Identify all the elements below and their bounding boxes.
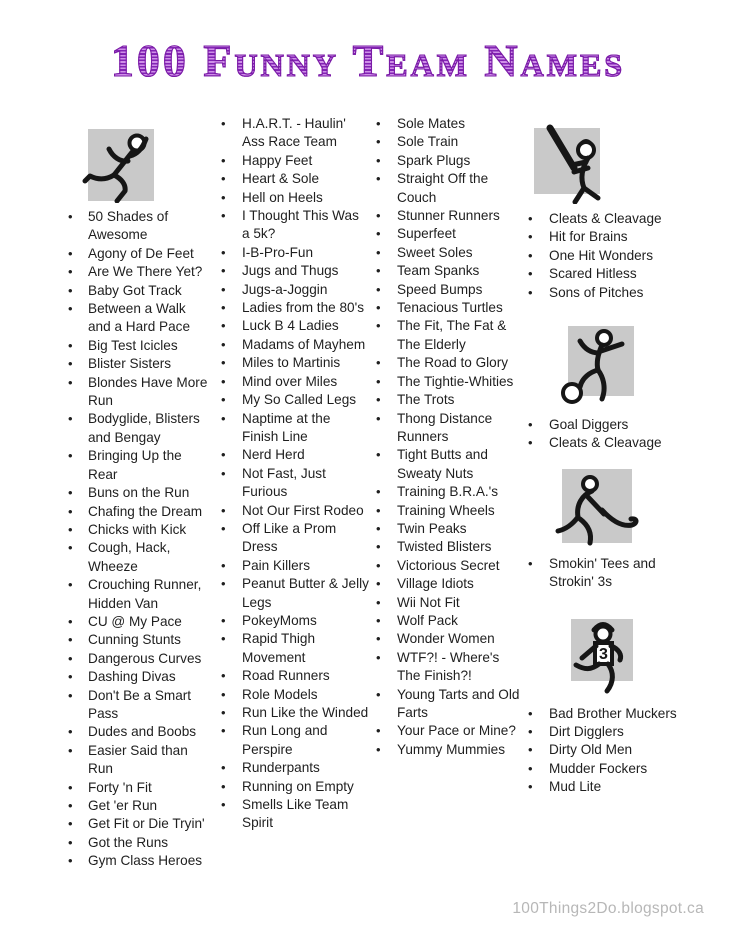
team-name-item: • Between a Walk and a Hard Pace: [59, 300, 211, 337]
team-name-item: • Village Idiots: [368, 575, 522, 593]
team-name-item: • Victorious Secret: [368, 557, 522, 575]
field-hockey-player-icon: [554, 469, 678, 549]
team-name-item: • Runderpants: [213, 759, 369, 777]
team-name-item: • Peanut Butter & Jelly Legs: [213, 575, 369, 612]
team-name-item: • Blister Sisters: [59, 355, 211, 373]
team-name-item: • WTF?! - Where's The Finish?!: [368, 649, 522, 686]
team-name-item: • Miles to Martinis: [213, 354, 369, 372]
team-name-item: • Mind over Miles: [213, 373, 369, 391]
team-name-item: • Jugs and Thugs: [213, 262, 369, 280]
team-name-item: • Jugs-a-Joggin: [213, 281, 369, 299]
team-name-item: • Don't Be a Smart Pass: [59, 687, 211, 724]
soccer-player-icon: [554, 326, 678, 410]
team-name-item: • Goal Diggers: [520, 416, 678, 434]
team-name-item: • Crouching Runner, Hidden Van: [59, 576, 211, 613]
team-name-item: • The Road to Glory: [368, 354, 522, 372]
team-name-item: • Wonder Women: [368, 630, 522, 648]
page-title: 100 Funny Team Names: [0, 34, 736, 87]
team-name-item: • The Tightie-Whities: [368, 373, 522, 391]
team-name-item: • Young Tarts and Old Farts: [368, 686, 522, 723]
team-name-item: • Hell on Heels: [213, 189, 369, 207]
team-name-item: • Hit for Brains: [520, 228, 678, 246]
team-name-item: • Dashing Divas: [59, 668, 211, 686]
team-name-item: • Rapid Thigh Movement: [213, 630, 369, 667]
team-name-item: • Get 'er Run: [59, 797, 211, 815]
race-bib-number: 3: [599, 645, 608, 663]
team-name-item: • Scared Hitless: [520, 265, 678, 283]
team-name-item: • CU @ My Pace: [59, 613, 211, 631]
team-name-item: • Luck B 4 Ladies: [213, 317, 369, 335]
team-name-item: • Cunning Stunts: [59, 631, 211, 649]
team-name-item: • Tight Butts and Sweaty Nuts: [368, 446, 522, 483]
team-name-item: • Smells Like Team Spirit: [213, 796, 369, 833]
team-name-item: • Twisted Blisters: [368, 538, 522, 556]
team-name-item: • Run Like the Winded: [213, 704, 369, 722]
team-name-item: • The Fit, The Fat & The Elderly: [368, 317, 522, 354]
team-name-item: • Chafing the Dream: [59, 503, 211, 521]
team-name-item: • Not Fast, Just Furious: [213, 465, 369, 502]
team-name-item: • Are We There Yet?: [59, 263, 211, 281]
team-name-list-field-hockey: [520, 555, 678, 592]
team-name-item: • Sole Train: [368, 133, 522, 151]
team-name-item: • Bad Brother Muckers: [520, 705, 678, 723]
team-name-item: • Wolf Pack: [368, 612, 522, 630]
team-name-item: • Wii Not Fit: [368, 594, 522, 612]
team-name-item: • Dangerous Curves: [59, 650, 211, 668]
team-name-item: • Your Pace or Mine?: [368, 722, 522, 740]
team-name-item: • Role Models: [213, 686, 369, 704]
team-name-item: • Speed Bumps: [368, 281, 522, 299]
team-name-item: • Mud Lite: [520, 778, 678, 796]
team-name-list-running-3: [368, 115, 522, 759]
team-name-item: • Forty 'n Fit: [59, 779, 211, 797]
team-name-item: • Training B.R.A.'s: [368, 483, 522, 501]
team-name-item: • Training Wheels: [368, 502, 522, 520]
team-name-item: • Nerd Herd: [213, 446, 369, 464]
team-name-item: • Happy Feet: [213, 152, 369, 170]
watermark-url: 100Things2Do.blogspot.ca: [512, 900, 704, 917]
team-name-item: • Got the Runs: [59, 834, 211, 852]
team-name-item: • Buns on the Run: [59, 484, 211, 502]
team-name-item: • Madams of Mayhem: [213, 336, 369, 354]
team-name-item: • PokeyMoms: [213, 612, 369, 630]
team-name-item: • Pain Killers: [213, 557, 369, 575]
team-name-item: • Stunner Runners: [368, 207, 522, 225]
team-name-item: • H.A.R.T. - Haulin' Ass Race Team: [213, 115, 369, 152]
team-name-item: • Naptime at the Finish Line: [213, 410, 369, 447]
team-name-item: • Dirt Digglers: [520, 723, 678, 741]
team-name-item: • Cleats & Cleavage: [520, 434, 678, 452]
team-name-item: • Sole Mates: [368, 115, 522, 133]
team-name-item: • Mudder Fockers: [520, 760, 678, 778]
team-name-item: • Get Fit or Die Tryin': [59, 815, 211, 833]
team-name-list-mud-run: [520, 705, 678, 797]
team-name-item: • Smokin' Tees and Strokin' 3s: [520, 555, 678, 592]
team-name-item: • Dirty Old Men: [520, 741, 678, 759]
team-name-item: • The Trots: [368, 391, 522, 409]
team-name-item: • Run Long and Perspire: [213, 722, 369, 759]
team-name-item: • Easier Said than Run: [59, 742, 211, 779]
team-name-item: • I Thought This Was a 5k?: [213, 207, 369, 244]
team-name-list-running-2: [213, 115, 369, 833]
team-name-item: • Not Our First Rodeo: [213, 502, 369, 520]
team-name-item: • Blondes Have More Run: [59, 374, 211, 411]
team-name-list-soccer: [520, 416, 678, 453]
team-name-item: • Sweet Soles: [368, 244, 522, 262]
team-name-item: • Tenacious Turtles: [368, 299, 522, 317]
team-name-item: • Bringing Up the Rear: [59, 447, 211, 484]
team-name-item: • Superfeet: [368, 225, 522, 243]
column-running-names-1: [59, 115, 211, 871]
team-name-item: • Cough, Hack, Wheeze: [59, 539, 211, 576]
team-name-item: • Heart & Sole: [213, 170, 369, 188]
team-name-item: • Big Test Icicles: [59, 337, 211, 355]
team-name-item: • Off Like a Prom Dress: [213, 520, 369, 557]
team-name-item: • Twin Peaks: [368, 520, 522, 538]
baseball-batter-icon: [534, 124, 678, 204]
team-name-item: • Dudes and Boobs: [59, 723, 211, 741]
team-name-item: • My So Called Legs: [213, 391, 369, 409]
team-name-item: • Gym Class Heroes: [59, 852, 211, 870]
team-name-item: • 50 Shades of Awesome: [59, 208, 211, 245]
team-name-item: • Yummy Mummies: [368, 741, 522, 759]
column-running-names-3: [368, 115, 522, 759]
team-name-item: • Straight Off the Couch: [368, 170, 522, 207]
team-name-item: • I-B-Pro-Fun: [213, 244, 369, 262]
team-name-item: • Spark Plugs: [368, 152, 522, 170]
team-name-item: • Chicks with Kick: [59, 521, 211, 539]
team-name-item: • Sons of Pitches: [520, 284, 678, 302]
mud-runner-icon: [559, 617, 678, 699]
team-name-item: • Cleats & Cleavage: [520, 210, 678, 228]
column-running-names-2: [213, 115, 369, 833]
team-name-list-running-1: [59, 208, 211, 871]
team-name-item: • Thong Distance Runners: [368, 410, 522, 447]
team-name-item: • Agony of De Feet: [59, 245, 211, 263]
team-name-item: • Team Spanks: [368, 262, 522, 280]
team-name-list-baseball: [520, 210, 678, 302]
team-name-item: • Bodyglide, Blisters and Bengay: [59, 410, 211, 447]
team-name-item: • Ladies from the 80's: [213, 299, 369, 317]
team-name-item: • Road Runners: [213, 667, 369, 685]
team-name-item: • Baby Got Track: [59, 282, 211, 300]
column-other-sports: [520, 115, 678, 797]
team-name-item: • One Hit Wonders: [520, 247, 678, 265]
sprinter-icon: [80, 127, 211, 203]
team-name-item: • Running on Empty: [213, 778, 369, 796]
